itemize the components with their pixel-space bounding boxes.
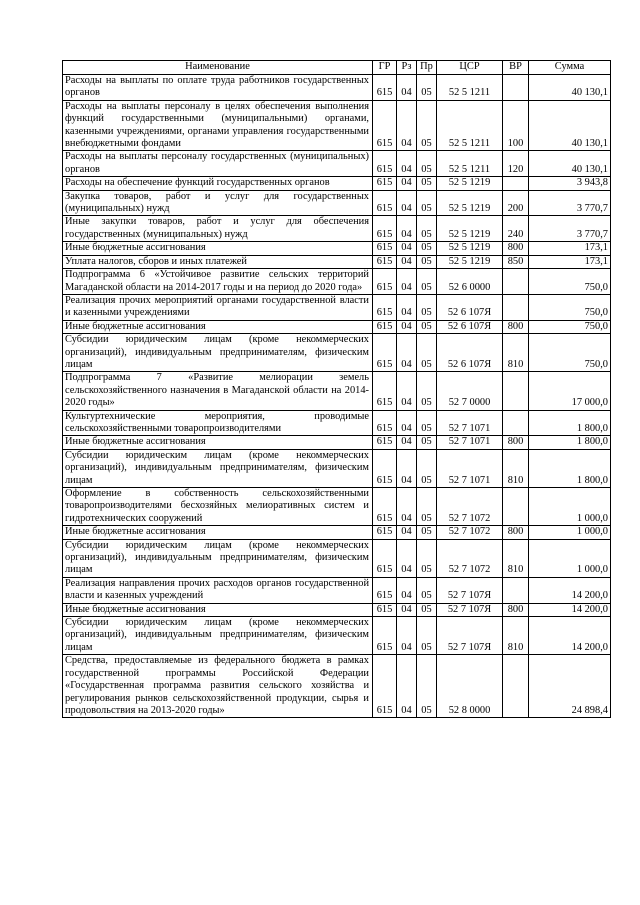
cell-csr: 52 7 0000 (437, 372, 503, 410)
cell-name: Уплата налогов, сборов и иных платежей (63, 255, 373, 268)
cell-name: Подпрограмма 6 «Устойчивое развитие сельских территорий Магаданской области на 2014-2017 годы и на период до 2020 года» (63, 269, 373, 295)
cell-csr: 52 5 1219 (437, 242, 503, 255)
cell-sum: 40 130,1 (529, 151, 611, 177)
header-pr: Пр (417, 61, 437, 75)
cell-rz: 04 (397, 190, 417, 216)
table-row (63, 177, 611, 190)
cell-csr: 52 6 107Я (437, 294, 503, 320)
cell-csr: 52 8 0000 (437, 655, 503, 718)
cell-csr: 52 7 107Я (437, 577, 503, 603)
header-sum: Сумма (529, 61, 611, 75)
cell-csr: 52 5 1219 (437, 216, 503, 242)
cell-rz: 04 (397, 372, 417, 410)
cell-sum: 750,0 (529, 269, 611, 295)
cell-sum: 173,1 (529, 255, 611, 268)
cell-pr: 05 (417, 190, 437, 216)
cell-sum: 1 800,0 (529, 410, 611, 436)
cell-csr: 52 7 1071 (437, 449, 503, 487)
cell-sum: 14 200,0 (529, 577, 611, 603)
cell-pr: 05 (417, 100, 437, 151)
cell-rz: 04 (397, 151, 417, 177)
table-row (63, 269, 611, 295)
cell-pr: 05 (417, 603, 437, 616)
cell-sum: 750,0 (529, 320, 611, 333)
cell-sum: 1 800,0 (529, 449, 611, 487)
cell-rz: 04 (397, 320, 417, 333)
cell-vr: 800 (503, 436, 529, 449)
header-csr: ЦСР (437, 61, 503, 75)
table-row (63, 603, 611, 616)
cell-rz: 04 (397, 100, 417, 151)
cell-pr: 05 (417, 255, 437, 268)
cell-vr: 800 (503, 526, 529, 539)
table-row (63, 617, 611, 655)
cell-csr: 52 7 107Я (437, 603, 503, 616)
cell-rz: 04 (397, 255, 417, 268)
cell-gr: 615 (373, 151, 397, 177)
cell-name: Иные бюджетные ассигнования (63, 526, 373, 539)
cell-sum: 40 130,1 (529, 75, 611, 101)
table-row (63, 372, 611, 410)
cell-name: Средства, предоставляемые из федерального бюджета в рамках государственной программы Российской Федерации «Государственная программа развития сельского хозяйства и регулирования рынков сельскохозяйственной продукции, сырья и продовольствия на 2013-2020 годы» (63, 655, 373, 718)
cell-pr: 05 (417, 449, 437, 487)
cell-csr: 52 7 1072 (437, 539, 503, 577)
cell-name: Оформление в собственность сельскохозяйственными товаропроизводителями бесхозяйных мелиоративных систем и гидротехнических сооружений (63, 488, 373, 526)
cell-gr: 615 (373, 242, 397, 255)
cell-vr (503, 269, 529, 295)
cell-vr: 810 (503, 449, 529, 487)
cell-gr: 615 (373, 410, 397, 436)
cell-name: Субсидии юридическим лицам (кроме некоммерческих организаций), индивидуальным предпринимателям, физическим лицам (63, 334, 373, 372)
cell-name: Субсидии юридическим лицам (кроме некоммерческих организаций), индивидуальным предпринимателям, физическим лицам (63, 539, 373, 577)
table-row (63, 334, 611, 372)
cell-gr: 615 (373, 539, 397, 577)
cell-name: Субсидии юридическим лицам (кроме некоммерческих организаций), индивидуальным предпринимателям, физическим лицам (63, 449, 373, 487)
cell-rz: 04 (397, 177, 417, 190)
cell-rz: 04 (397, 526, 417, 539)
cell-vr: 240 (503, 216, 529, 242)
cell-gr: 615 (373, 577, 397, 603)
cell-csr: 52 6 107Я (437, 320, 503, 333)
cell-sum: 3 770,7 (529, 216, 611, 242)
cell-pr: 05 (417, 436, 437, 449)
table-row (63, 190, 611, 216)
cell-vr: 810 (503, 539, 529, 577)
cell-rz: 04 (397, 617, 417, 655)
table-row (63, 449, 611, 487)
table-row (63, 436, 611, 449)
cell-vr (503, 75, 529, 101)
cell-csr: 52 5 1219 (437, 177, 503, 190)
cell-vr (503, 177, 529, 190)
cell-rz: 04 (397, 242, 417, 255)
cell-gr: 615 (373, 100, 397, 151)
cell-gr: 615 (373, 372, 397, 410)
cell-sum: 40 130,1 (529, 100, 611, 151)
cell-sum: 24 898,4 (529, 655, 611, 718)
cell-rz: 04 (397, 488, 417, 526)
cell-csr: 52 7 1072 (437, 488, 503, 526)
cell-csr: 52 5 1219 (437, 255, 503, 268)
cell-gr: 615 (373, 436, 397, 449)
header-vr: ВР (503, 61, 529, 75)
cell-vr: 100 (503, 100, 529, 151)
table-row (63, 488, 611, 526)
table-body (63, 75, 611, 718)
cell-sum: 14 200,0 (529, 617, 611, 655)
table-row (63, 539, 611, 577)
cell-name: Расходы на выплаты персоналу в целях обеспечения выполнения функций государственными (муниципальными) органами, казенными учреждениями, органами управления государственными внебюджетными фондами (63, 100, 373, 151)
cell-csr: 52 7 1071 (437, 410, 503, 436)
cell-rz: 04 (397, 294, 417, 320)
cell-rz: 04 (397, 269, 417, 295)
cell-rz: 04 (397, 75, 417, 101)
cell-csr: 52 5 1211 (437, 151, 503, 177)
cell-name: Подпрограмма 7 «Развитие мелиорации земель сельскохозяйственного назначения в Магаданской области на 2014-2020 годы» (63, 372, 373, 410)
cell-csr: 52 7 1072 (437, 526, 503, 539)
cell-pr: 05 (417, 577, 437, 603)
table-row (63, 320, 611, 333)
cell-vr (503, 410, 529, 436)
cell-name: Культуртехнические мероприятия, проводимые сельскохозяйственными товаропроизводителями (63, 410, 373, 436)
cell-name: Расходы на выплаты персоналу государственных (муниципальных) органов (63, 151, 373, 177)
table-row (63, 655, 611, 718)
cell-gr: 615 (373, 269, 397, 295)
cell-pr: 05 (417, 75, 437, 101)
cell-name: Реализация прочих мероприятий органами государственной власти и казенными учреждениями (63, 294, 373, 320)
table-row (63, 75, 611, 101)
cell-sum: 3 770,7 (529, 190, 611, 216)
cell-csr: 52 6 0000 (437, 269, 503, 295)
table-row (63, 526, 611, 539)
cell-rz: 04 (397, 603, 417, 616)
cell-vr (503, 655, 529, 718)
cell-csr: 52 7 107Я (437, 617, 503, 655)
cell-vr: 800 (503, 242, 529, 255)
cell-csr: 52 5 1211 (437, 100, 503, 151)
cell-vr (503, 577, 529, 603)
cell-vr (503, 294, 529, 320)
cell-rz: 04 (397, 539, 417, 577)
cell-pr: 05 (417, 488, 437, 526)
cell-pr: 05 (417, 151, 437, 177)
cell-vr (503, 488, 529, 526)
table-row (63, 410, 611, 436)
cell-pr: 05 (417, 294, 437, 320)
cell-gr: 615 (373, 190, 397, 216)
cell-csr: 52 6 107Я (437, 334, 503, 372)
cell-name: Иные закупки товаров, работ и услуг для обеспечения государственных (муниципальных) нужд (63, 216, 373, 242)
cell-gr: 615 (373, 617, 397, 655)
cell-sum: 1 000,0 (529, 488, 611, 526)
cell-gr: 615 (373, 526, 397, 539)
header-gr: ГР (373, 61, 397, 75)
cell-rz: 04 (397, 436, 417, 449)
cell-pr: 05 (417, 334, 437, 372)
cell-sum: 17 000,0 (529, 372, 611, 410)
cell-rz: 04 (397, 334, 417, 372)
cell-rz: 04 (397, 449, 417, 487)
cell-name: Расходы на обеспечение функций государственных органов (63, 177, 373, 190)
cell-rz: 04 (397, 655, 417, 718)
cell-gr: 615 (373, 320, 397, 333)
cell-vr: 800 (503, 320, 529, 333)
cell-pr: 05 (417, 410, 437, 436)
table-row (63, 151, 611, 177)
cell-name: Реализация направления прочих расходов органов государственной власти и казенных учреждений (63, 577, 373, 603)
table-row (63, 577, 611, 603)
cell-vr: 850 (503, 255, 529, 268)
cell-csr: 52 5 1219 (437, 190, 503, 216)
cell-sum: 3 943,8 (529, 177, 611, 190)
cell-gr: 615 (373, 255, 397, 268)
cell-gr: 615 (373, 334, 397, 372)
cell-sum: 750,0 (529, 334, 611, 372)
cell-vr: 120 (503, 151, 529, 177)
cell-name: Субсидии юридическим лицам (кроме некоммерческих организаций), индивидуальным предпринимателям, физическим лицам (63, 617, 373, 655)
cell-name: Расходы на выплаты по оплате труда работников государственных органов (63, 75, 373, 101)
cell-csr: 52 5 1211 (437, 75, 503, 101)
cell-pr: 05 (417, 269, 437, 295)
cell-vr: 800 (503, 603, 529, 616)
cell-pr: 05 (417, 216, 437, 242)
cell-pr: 05 (417, 242, 437, 255)
header-name: Наименование (63, 61, 373, 75)
cell-pr: 05 (417, 177, 437, 190)
table-header-row (63, 61, 611, 75)
table-row (63, 100, 611, 151)
cell-pr: 05 (417, 617, 437, 655)
cell-vr: 810 (503, 334, 529, 372)
cell-csr: 52 7 1071 (437, 436, 503, 449)
cell-gr: 615 (373, 655, 397, 718)
cell-rz: 04 (397, 216, 417, 242)
cell-pr: 05 (417, 655, 437, 718)
header-rz: Рз (397, 61, 417, 75)
budget-table (62, 60, 611, 718)
cell-pr: 05 (417, 539, 437, 577)
table-row (63, 294, 611, 320)
cell-gr: 615 (373, 603, 397, 616)
cell-gr: 615 (373, 449, 397, 487)
cell-sum: 1 000,0 (529, 526, 611, 539)
cell-pr: 05 (417, 320, 437, 333)
cell-sum: 750,0 (529, 294, 611, 320)
cell-gr: 615 (373, 177, 397, 190)
cell-pr: 05 (417, 526, 437, 539)
cell-gr: 615 (373, 488, 397, 526)
cell-sum: 1 000,0 (529, 539, 611, 577)
table-row (63, 216, 611, 242)
cell-vr: 200 (503, 190, 529, 216)
cell-name: Иные бюджетные ассигнования (63, 320, 373, 333)
cell-name: Иные бюджетные ассигнования (63, 436, 373, 449)
table-row (63, 255, 611, 268)
cell-name: Иные бюджетные ассигнования (63, 603, 373, 616)
cell-name: Закупка товаров, работ и услуг для государственных (муниципальных) нужд (63, 190, 373, 216)
cell-vr (503, 372, 529, 410)
cell-vr: 810 (503, 617, 529, 655)
cell-gr: 615 (373, 75, 397, 101)
cell-gr: 615 (373, 294, 397, 320)
cell-sum: 1 800,0 (529, 436, 611, 449)
table-row (63, 242, 611, 255)
cell-pr: 05 (417, 372, 437, 410)
cell-sum: 14 200,0 (529, 603, 611, 616)
cell-rz: 04 (397, 410, 417, 436)
cell-rz: 04 (397, 577, 417, 603)
cell-name: Иные бюджетные ассигнования (63, 242, 373, 255)
cell-sum: 173,1 (529, 242, 611, 255)
cell-gr: 615 (373, 216, 397, 242)
